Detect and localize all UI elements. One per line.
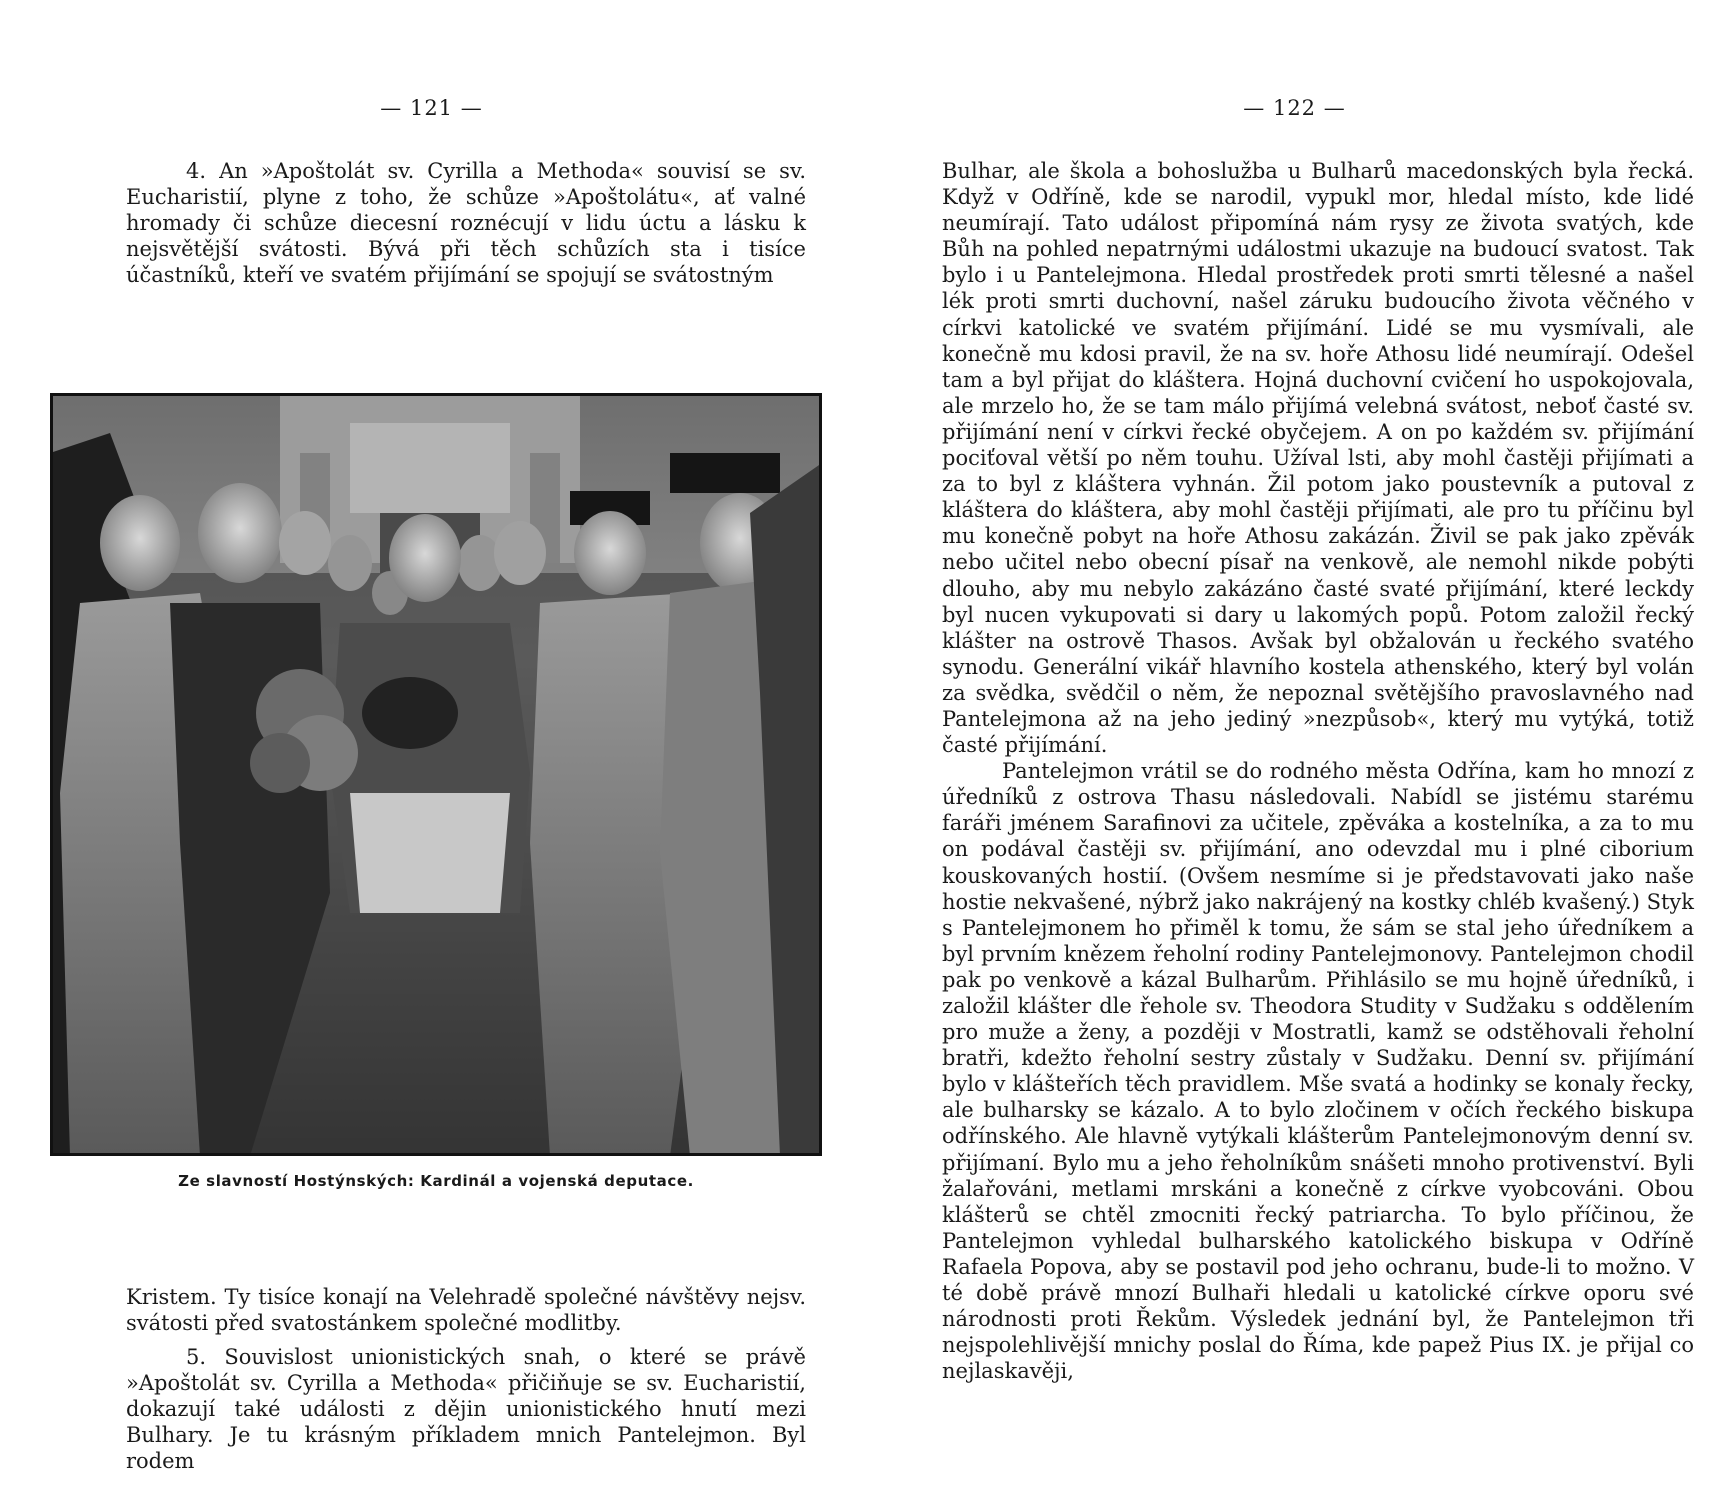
paragraph-4: 4. An »Apoštolát sv. Cyrilla a Methoda« souvisí se sv. Eucharistií, plyne z toho, že schůze »Apoštolátu«, ať valné hromady či schůze diecesní roznécují v lidu úctu a lásku k nejsvětější svátosti. Bývá při těch schůzích sta i tisíce účastníků, kteří ve svatém přijímání se spojují se svátostným (126, 159, 806, 287)
photo-crowd-image (50, 393, 822, 1156)
continuation-paragraph: Kristem. Ty tisíce konají na Velehradě společné návštěvy nejsv. svátosti před svatostánkem společné modlitby. (126, 1285, 806, 1335)
page-number-left: — 121 — (380, 96, 483, 120)
photograph (50, 393, 822, 1156)
paragraph-5: 5. Souvislost unionistických snah, o které se právě »Apoštolát sv. Cyrilla a Methoda« přičiňuje se sv. Eucharistií, dokazují také události z dějin unionistického hnutí mezi Bulhary. Je tu krásným příkladem mnich Pantelejmon. Byl rodem (126, 1345, 806, 1473)
right-page (863, 0, 1726, 1500)
right-main-text (942, 158, 1694, 1384)
left-top-text (126, 158, 806, 288)
left-bottom-text (126, 1284, 806, 1474)
photo-caption: Ze slavností Hostýnských: Kardinál a vojenská deputace. (178, 1172, 694, 1190)
right-paragraph-1: Bulhar, ale škola a bohoslužba u Bulharů macedonských byla řecká. Když v Odříně, kde se narodil, vypukl mor, hledal místo, kde lidé neumírají. Tato událost připomíná nám rysy ze života svatých, kde Bůh na pohled nepatrnými událostmi ukazuje na budoucí svatost. Tak bylo i u Pantelejmona. Hledal prostředek proti smrti tělesné a našel lék proti smrti duchovní, našel záruku budoucího života věčného v církvi katolické ve svatém přijímání. Lidé se mu vysmívali, ale konečně mu kdosi pravil, že na sv. hoře Athosu lidé neumírají. Odešel tam a byl přijat do kláštera. Hojná duchovní cvičení ho uspokojovala, ale mrzelo ho, že se tam málo přijímá velebná svátost, neboť časté sv. přijímání není v církvi řecké obyčejem. A on po každém sv. přijímání pociťoval větší po něm touhu. Užíval lsti, aby mohl častěji přijímati a za to byl z kláštera vyhnán. Žil potom jako poustevník a putoval z kláštera do kláštera, aby mohl častěji přijímati, ale pro tu příčinu byl mu konečně pobyt na hoře Athosu zakázán. Živil se pak jako zpěvák nebo učitel nebo obecní písař na venkově, ale nemohl nikde pobýti dlouho, aby mu nebylo zakázáno časté svaté přijímání, které leckdy byl nucen vykupovati si dary u lakomých popů. Potom založil řecký klášter na ostrově Thasos. Avšak byl obžalován u řeckého svatého synodu. Generální vikář hlavního kostela athenského, který byl volán za svědka, svědčil o něm, že nepoznal světějšího pravoslavného nad Pantelejmona až na jeho jediný »nezpůsob«, který mu vytýká, totiž časté přijímání. (942, 159, 1694, 758)
right-paragraph-2: Pantelejmon vrátil se do rodného města Odřína, kam ho mnozí z úředníků z ostrova Thasu následovali. Nabídl se jistému starému faráři jménem Sarafinovi za učitele, zpěváka a kostelníka, a za to mu on podával častěji sv. přijímání, ano odevzdal mu i plné ciborium kouskovaných hostií. (Ovšem nesmíme si je představovati jako naše hostie nekvašené, nýbrž jako nakrájený na kostky chléb kvašený.) Styk s Pantelejmonem ho přiměl k tomu, že sám se stal jeho úředníkem a byl prvním knězem řeholní rodiny Pantelejmonovy. Pantelejmon chodil pak po venkově a kázal Bulharům. Přihlásilo se mu hojně úředníků, i založil klášter dle řehole sv. Theodora Studity v Sudžaku s oddělením pro muže a ženy, a později v Mostratli, kamž se odstěhovali řeholní bratři, kdežto řeholní sestry zůstaly v Sudžaku. Denní sv. přijímání bylo v klášteřích těch pravidlem. Mše svatá a hodinky se konaly řecky, ale bulharsky se kázalo. A to bylo zločinem v očích řeckého biskupa odřínského. Ale hlavně vytýkali klášterům Pantelejmonovým denní sv. přijímaní. Bylo mu a jeho řeholníkům snášeti mnoho protivenství. Byli žalařováni, metlami mrskáni a konečně z církve vyobcováni. Obou klášterů se chtěl zmocniti řecký patriarcha. To bylo příčinou, že Pantelejmon vyhledal bulharského katolického biskupa v Odříně Rafaela Popova, aby se postavil pod jeho ochranu, bude-li to možno. V té době právě mnozí Bulhaři hledali u katolické církve oporu své národnosti proti Řekům. Výsledek jednání byl, že Pantelejmon tři nejspolehlivější mnichy poslal do Říma, kde papež Pius IX. je přijal co nejlaskavěji, (942, 759, 1694, 1384)
page-number-right: — 122 — (1243, 96, 1346, 120)
